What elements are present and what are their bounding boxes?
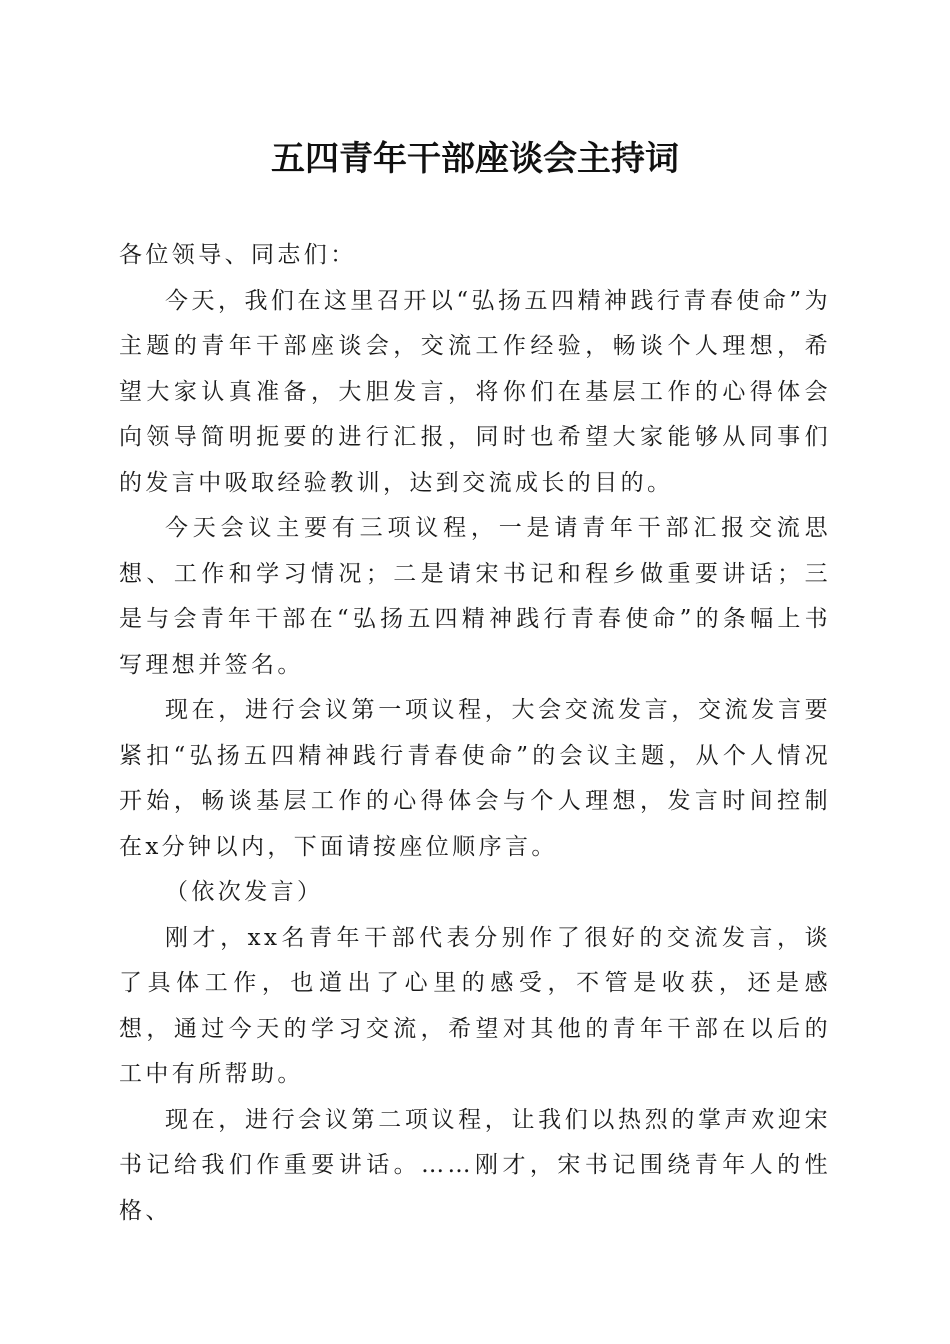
paragraph-opening: 今天，我们在这里召开以“弘扬五四精神践行青春使命”为主题的青年干部座谈会，交流工作经验，畅谈个人理想，希望大家认真准备，大胆发言，将你们在基层工作的心得体会向领导简明扼要的进行汇报，同时也希望大家能够从同事们的发言中吸取经验教训，达到交流成长的目的。	[119, 287, 831, 496]
document-title: 五四青年干部座谈会主持词	[271, 139, 679, 179]
document-body	[119, 233, 831, 1234]
stage-direction: （依次发言）	[165, 879, 324, 905]
paragraph-second-item: 现在，进行会议第二项议程，让我们以热烈的掌声欢迎宋书记给我们作重要讲话。……刚才，宋书记围绕青年人的性格、	[119, 1106, 831, 1224]
salutation: 各位领导、同志们：	[119, 242, 357, 268]
paragraph-agenda: 今天会议主要有三项议程，一是请青年干部汇报交流思想、工作和学习情况；二是请宋书记和程乡做重要讲话；三是与会青年干部在“弘扬五四精神践行青春使命”的条幅上书写理想并签名。	[119, 515, 831, 678]
paragraph-summary: 刚才，xx名青年干部代表分别作了很好的交流发言，谈了具体工作，也道出了心里的感受，不管是收获，还是感想，通过今天的学习交流，希望对其他的青年干部在以后的工中有所帮助。	[119, 924, 831, 1087]
paragraph-first-item: 现在，进行会议第一项议程，大会交流发言，交流发言要紧扣“弘扬五四精神践行青春使命”的会议主题，从个人情况开始，畅谈基层工作的心得体会与个人理想，发言时间控制在x分钟以内，下面请按座位顺序言。	[119, 697, 831, 860]
